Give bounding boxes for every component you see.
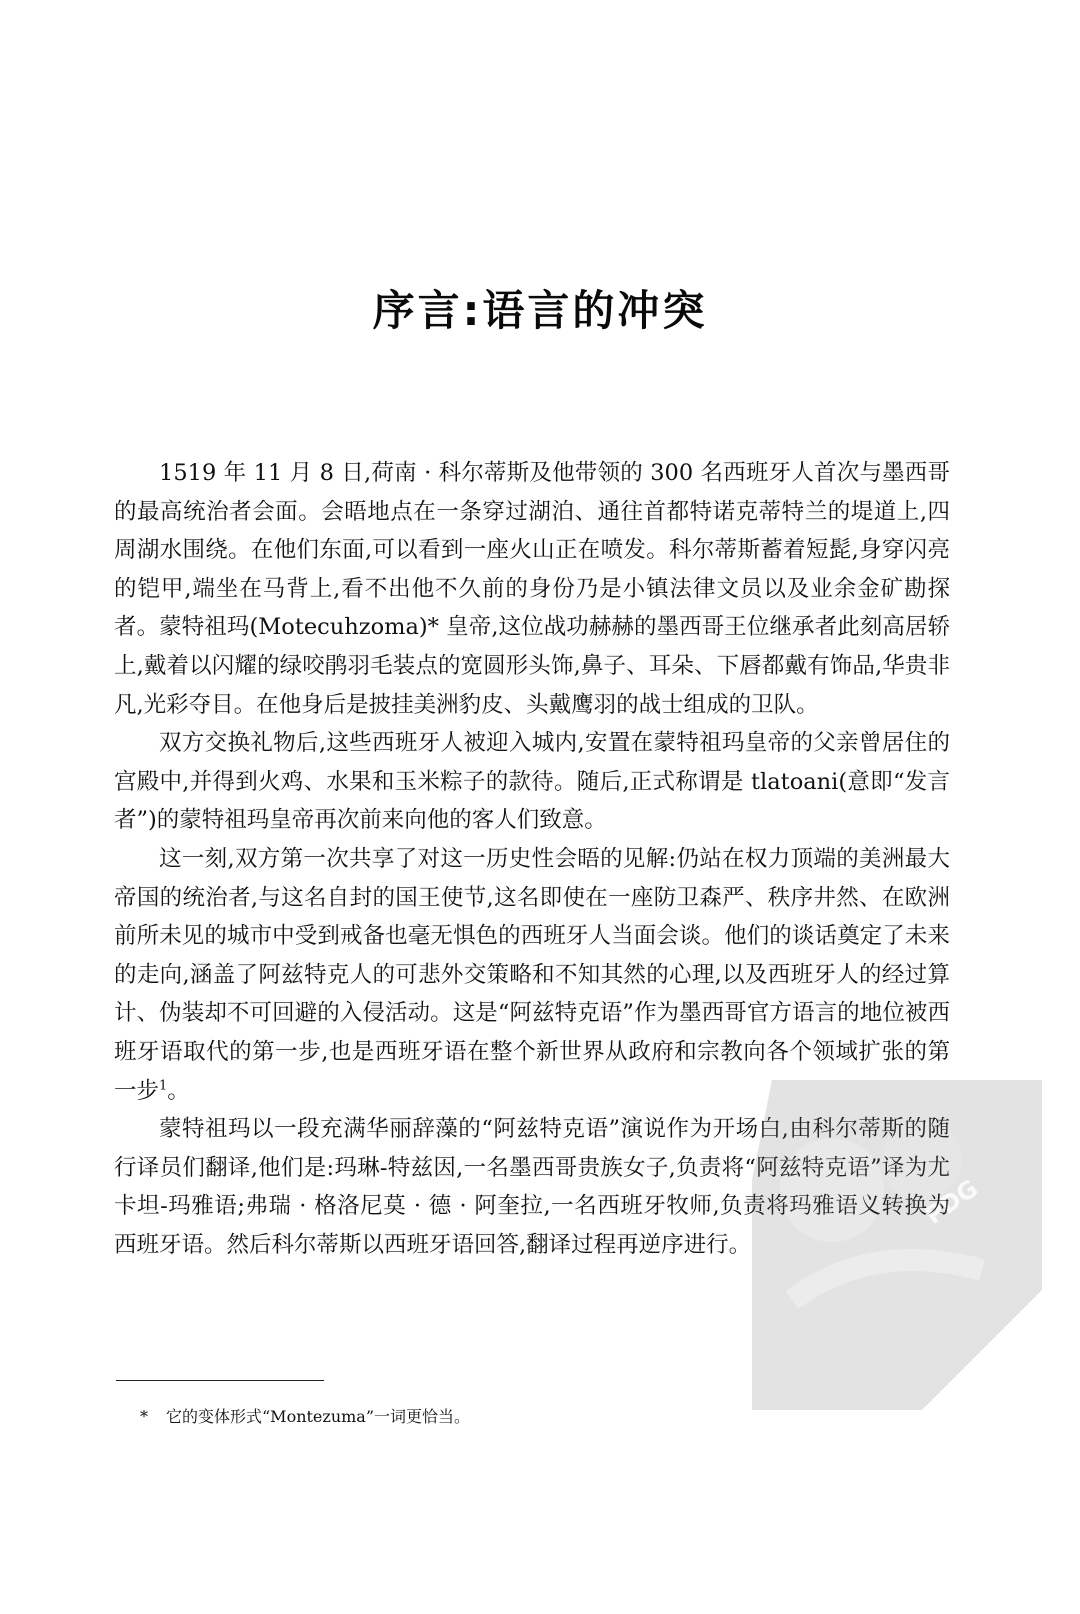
watermark-seal-icon	[722, 1040, 1062, 1420]
paragraph-3-end: 。	[167, 1077, 190, 1104]
footnote-mark: *	[140, 1407, 148, 1426]
footnote-text: 它的变体形式“Montezuma”一词更恰当。	[166, 1407, 471, 1426]
paragraph-1: 1519 年 11 月 8 日,荷南 · 科尔蒂斯及他带领的 300 名西班牙人首次与墨西哥的最高统治者会面。会晤地点在一条穿过湖泊、通往首都特诺克蒂特兰的堤道上,四周湖水围绕。在他们东面,可以看到一座火山正在喷发。科尔蒂斯蓄着短髭,身穿闪亮的铠甲,端坐在马背上,看不出他不久前的身份乃是小镇法律文员以及业余金矿勘探者。蒙特祖玛(Motecuhzoma)* 皇帝,这位战功赫赫的墨西哥王位继承者此刻高居轿上,戴着以闪耀的绿咬鹃羽毛装点的宽圆形头饰,鼻子、耳朵、下唇都戴有饰品,华贵非凡,光彩夺目。在他身后是披挂美洲豹皮、头戴鹰羽的战士组成的卫队。	[114, 460, 950, 718]
paragraph-2: 双方交换礼物后,这些西班牙人被迎入城内,安置在蒙特祖玛皇帝的父亲曾居住的宫殿中,并得到火鸡、水果和玉米粽子的款待。随后,正式称谓是 tlatoani(意即“发言者”)的蒙特祖玛皇帝再次前来向他的客人们致意。	[114, 730, 950, 834]
footnote-reference: 1	[159, 1078, 168, 1093]
paragraph-3-text: 这一刻,双方第一次共享了对这一历史性会晤的见解:仍站在权力顶端的美洲最大帝国的统治者,与这名自封的国王使节,这名即使在一座防卫森严、秩序井然、在欧洲前所未见的城市中受到戒备也毫无惧色的西班牙人当面会谈。他们的谈话奠定了未来的走向,涵盖了阿兹特克人的可悲外交策略和不知其然的心理,以及西班牙人的经过算计、伪装却不可回避的入侵活动。这是“阿兹特克语”作为墨西哥官方语言的地位被西班牙语取代的第一步,也是西班牙语在整个新世界从政府和宗教向各个领域扩张的第一步	[114, 845, 950, 1104]
watermark-stamp	[722, 1040, 1062, 1420]
footnote-divider	[116, 1380, 324, 1381]
chapter-title: 序言:语言的冲突	[372, 286, 708, 335]
paragraph-4: 蒙特祖玛以一段充满华丽辞藻的“阿兹特克语”演说作为开场白,由科尔蒂斯的随行译员们翻译,他们是:玛琳-特兹因,一名墨西哥贵族女子,负责将“阿兹特克语”译为尤卡坦-玛雅语;弗瑞 · 格洛尼莫 · 德 · 阿奎拉,一名西班牙牧师,负责将玛雅语义转换为西班牙语。然后科尔蒂斯以西班牙语回答,翻译过程再逆序进行。	[114, 1116, 950, 1258]
watermark-text: PDG	[919, 1174, 983, 1230]
